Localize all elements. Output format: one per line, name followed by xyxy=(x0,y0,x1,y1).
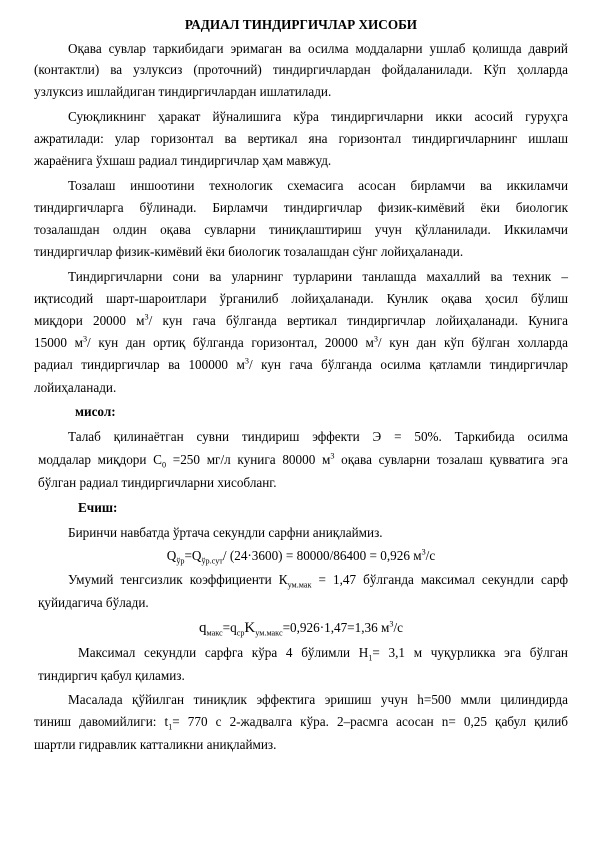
paragraph-4-line-6: лойиҳаланади. xyxy=(34,380,117,395)
paragraph-3-line-4: тиндиргичлар физик-кимёвий ёки биологик тозалашдан сўнг лойиҳаланади. xyxy=(34,244,464,259)
paragraph-2-line-1: Суюқликнинг ҳаракат йўналишига кўра тиндиргичларни икки асосий гуруҳга xyxy=(68,109,568,124)
paragraph-3-line-2: тиндиргичларга бўлинади. Бирламчи тиндиргичлар физик-кимёвий ёки биологик xyxy=(34,200,568,215)
formula-max-flow: $q_{макс}=q_{ср}K_{ум.макс}=0,926\cdot 1,47=1,36$ $м^3/с$ xyxy=(199,619,403,638)
paragraph-2-line-3: жараёнига ўхшаш радиал тиндиргичлар ҳам мавжуд. xyxy=(34,153,332,168)
depth-line-1: Максимал секундли сарфга кўра 4 бўлимли $Н_1= 3,1$ м чуқурликка эга бўлган xyxy=(78,645,568,663)
solution-heading: Ечиш: xyxy=(78,500,118,515)
settling-line-3: шартли гидравлик катталикни аниқлаймиз. xyxy=(34,737,277,752)
document-title: РАДИАЛ ТИНДИРГИЧЛАР ХИСОБИ xyxy=(184,17,418,32)
paragraph-3-line-1: Тозалаш иншоотини технологик схемасига асосан бирламчи ва иккиламчи xyxy=(68,178,568,193)
settling-line-1: Масалада қўйилган тиниқлик эффектига эришиш учун h=500 ммли цилиндирда xyxy=(68,692,568,707)
paragraph-2-line-2: ажратилади: улар горизонтал ва вертикал яна горизонтал тиндиргичларнинг ишлаш xyxy=(34,131,568,146)
paragraph-1-line-1: Оқава сувлар таркибидаги эримаган ва осилма моддаларни ушлаб қолишда даврий xyxy=(68,41,568,56)
coefficient-line-1: Умумий тенгсизлик коэффициенти $К_{ум.мак} = 1,47$ бўлганда максимал секундли сарф xyxy=(68,572,568,590)
example-line-3: бўлган радиал тиндиргичларни хисобланг. xyxy=(38,475,277,490)
formula-average-flow: $Q_{ўр}=Q_{ўр.сут}/$ (24·3600) = 80000/86400 = 0,926 $м^3/с$ xyxy=(166,547,436,566)
paragraph-1-line-2: (контактли) ва узлуксиз (проточний) тиндиргичлардан фойдаланилади. Кўп ҳолларда xyxy=(34,62,568,77)
paragraph-4-line-4: 15000 $м^3/$ кун дан ортиқ бўлганда горизонтал, 20000 $м^3/$ кун дан кўп бўлган холларда xyxy=(34,334,568,350)
paragraph-1-line-3: узлуксиз ишлайдиган тиндиргичлардан ишлатилади. xyxy=(34,84,332,99)
settling-line-2: тиниш давомийлиги: $t_1= 770$ с 2-жадвалга кўра. 2–расмга асосан n= 0,25 қабул қилиб xyxy=(34,714,568,732)
example-line-1: Талаб қилинаётган сувни тиндириш эффекти Э = 50%. Таркибида осилма xyxy=(68,429,568,444)
paragraph-4-line-2: иқтисодий шарт-шароитлари ўрганилиб лойиҳаланади. Кунлик оқава ҳосил бўлиш xyxy=(34,291,568,306)
paragraph-4-line-5: радиал тиндиргичлар ва 100000 $м^3/$ кун гача бўлганда осилма қатламли тиндиргичлар xyxy=(34,356,568,372)
example-line-2: моддалар миқдори $С_0 =250$ мг/л кунига 80000 $м^3$ оқава сувларни тозалаш қувватига эга xyxy=(38,451,568,470)
paragraph-3-line-3: тозалашдан олдин оқава сувларни тиниқлаштириш учун қўлланилади. Иккиламчи xyxy=(34,222,568,237)
depth-line-2: тиндиргич қабул қиламиз. xyxy=(38,668,185,683)
coefficient-line-2: қуйидагича бўлади. xyxy=(38,595,149,610)
paragraph-4-line-3: миқдори 20000 $м^3/$ кун гача бўлганда вертикал тиндиргичлар лойиҳаланади. Кунига xyxy=(34,312,569,328)
example-heading: мисол: xyxy=(75,404,116,419)
paragraph-4-line-1: Тиндиргичларни сони ва уларнинг турларини танлашда махаллий ва техник – xyxy=(68,269,568,284)
solution-intro: Биринчи навбатда ўртача секундли сарфни аниқлаймиз. xyxy=(68,525,383,540)
